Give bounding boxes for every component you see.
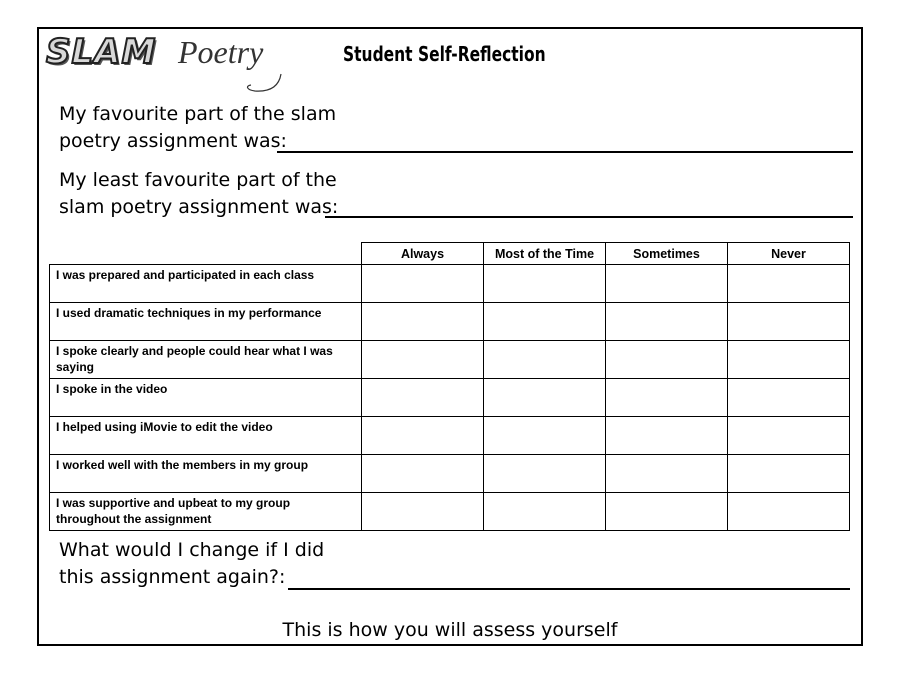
rating-cell-sometimes[interactable]: [606, 493, 728, 531]
rating-cell-most-of-the-time[interactable]: [484, 303, 606, 341]
rating-cell-sometimes[interactable]: [606, 341, 728, 379]
rating-cell-always[interactable]: [362, 455, 484, 493]
self-assessment-table: [49, 242, 850, 531]
rating-cell-never[interactable]: [728, 493, 850, 531]
logo-slam-text: SLAM: [46, 32, 157, 72]
table-row: [50, 455, 850, 493]
rating-cell-sometimes[interactable]: [606, 455, 728, 493]
rating-cell-never[interactable]: [728, 417, 850, 455]
table-corner-cell: [50, 243, 362, 265]
criterion-label: I was prepared and participated in each class: [50, 265, 362, 303]
rating-cell-always[interactable]: [362, 303, 484, 341]
rating-cell-never[interactable]: [728, 303, 850, 341]
table-header-row: [50, 243, 850, 265]
change-prompt-line1: What would I change if I did: [59, 539, 325, 561]
column-header-most-of-the-time: Most of the Time: [484, 243, 606, 265]
favourite-prompt-line1: My favourite part of the slam: [59, 103, 337, 125]
rating-cell-always[interactable]: [362, 341, 484, 379]
rating-cell-always[interactable]: [362, 417, 484, 455]
logo-poetry-text: Poetry: [178, 34, 264, 70]
favourite-prompt-line2: poetry assignment was:: [59, 130, 287, 152]
rating-cell-sometimes[interactable]: [606, 417, 728, 455]
rating-cell-never[interactable]: [728, 455, 850, 493]
table-row: [50, 417, 850, 455]
rating-cell-always[interactable]: [362, 379, 484, 417]
change-answer-line[interactable]: [288, 588, 850, 590]
criterion-label: I spoke in the video: [50, 379, 362, 417]
criterion-label: I worked well with the members in my group: [50, 455, 362, 493]
table-row: [50, 379, 850, 417]
least-favourite-prompt-line2: slam poetry assignment was:: [59, 196, 339, 218]
rating-cell-most-of-the-time[interactable]: [484, 493, 606, 531]
rating-cell-most-of-the-time[interactable]: [484, 341, 606, 379]
page-title: Student Self-Reflection: [343, 42, 546, 66]
rating-cell-never[interactable]: [728, 341, 850, 379]
change-prompt-line2: this assignment again?:: [59, 566, 286, 588]
table-row: [50, 493, 850, 531]
change-prompt: [59, 537, 324, 591]
favourite-answer-line[interactable]: [277, 151, 853, 153]
rating-cell-most-of-the-time[interactable]: [484, 417, 606, 455]
rating-cell-never[interactable]: [728, 379, 850, 417]
table-row: [50, 303, 850, 341]
logo-swash-icon: [241, 72, 301, 94]
rating-cell-always[interactable]: [362, 265, 484, 303]
criterion-label: I helped using iMovie to edit the video: [50, 417, 362, 455]
least-favourite-answer-line[interactable]: [325, 216, 853, 218]
rating-cell-most-of-the-time[interactable]: [484, 379, 606, 417]
least-favourite-prompt: [59, 167, 338, 221]
footer-note: This is how you will assess yourself: [282, 619, 618, 641]
rating-cell-sometimes[interactable]: [606, 379, 728, 417]
favourite-prompt: [59, 101, 336, 155]
rating-cell-sometimes[interactable]: [606, 303, 728, 341]
column-header-sometimes: Sometimes: [606, 243, 728, 265]
table-row: [50, 265, 850, 303]
least-favourite-prompt-line1: My least favourite part of the: [59, 169, 337, 191]
criterion-label: I used dramatic techniques in my performance: [50, 303, 362, 341]
table-row: [50, 341, 850, 379]
rating-cell-most-of-the-time[interactable]: [484, 265, 606, 303]
criterion-label: I was supportive and upbeat to my group throughout the assignment: [50, 493, 362, 531]
column-header-never: Never: [728, 243, 850, 265]
criterion-label: I spoke clearly and people could hear what I was saying: [50, 341, 362, 379]
rating-cell-most-of-the-time[interactable]: [484, 455, 606, 493]
column-header-always: Always: [362, 243, 484, 265]
rating-cell-always[interactable]: [362, 493, 484, 531]
rating-cell-sometimes[interactable]: [606, 265, 728, 303]
rating-cell-never[interactable]: [728, 265, 850, 303]
